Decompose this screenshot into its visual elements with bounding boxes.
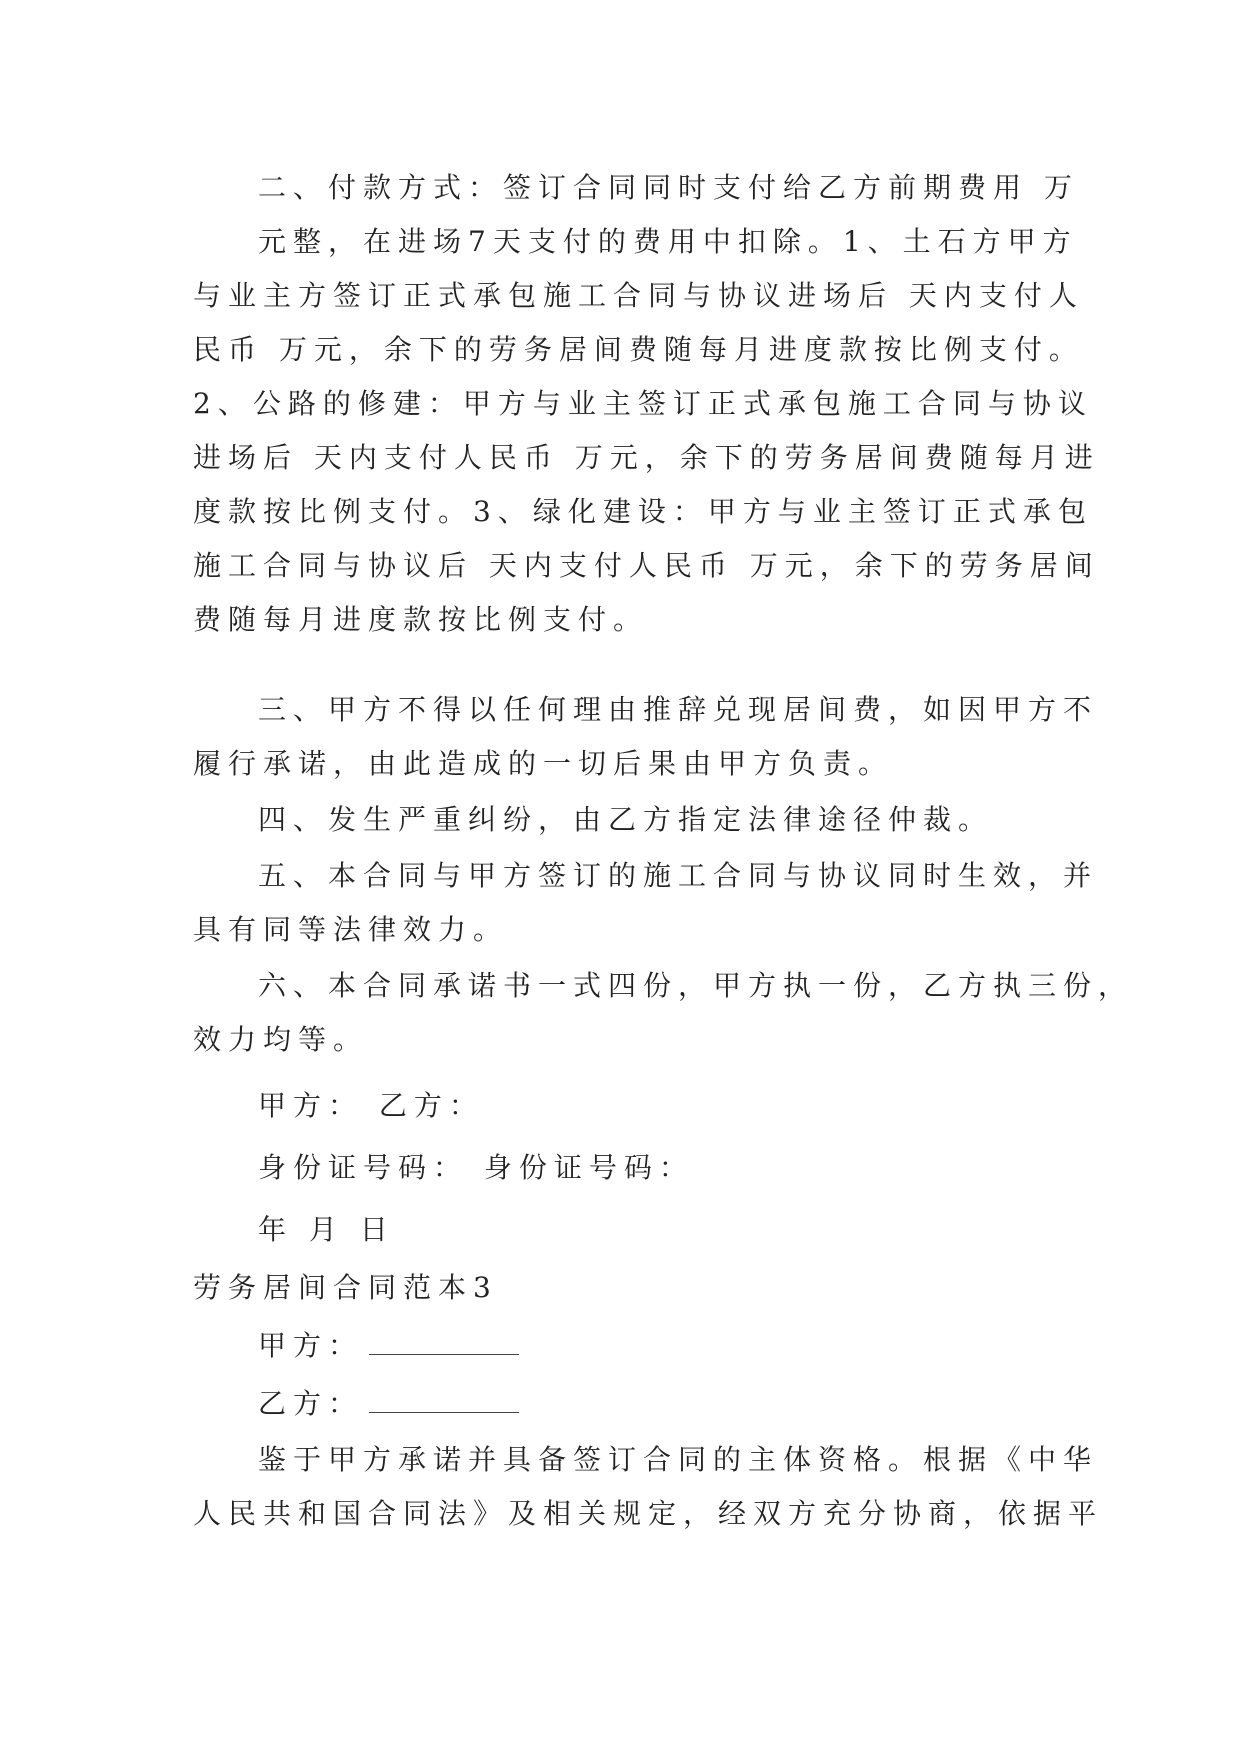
line-4: 民币 万元，余下的劳务居间费随每月进度款按比例支付。 <box>193 333 1084 366</box>
line-18: 人民共和国合同法》及相关规定，经双方充分协商，依据平 <box>193 1497 1104 1530</box>
line-1: 二、付款方式：签订合同同时支付给乙方前期费用 万 <box>258 171 1079 204</box>
line-6: 进场后 天内支付人民币 万元，余下的劳务居间费随每月进 <box>193 441 1100 474</box>
line-5: 2、公路的修建：甲方与业主签订正式承包施工合同与协议 <box>193 387 1093 420</box>
line-13: 五、本合同与甲方签订的施工合同与协议同时生效，并 <box>258 859 1099 892</box>
line-3: 与业主方签订正式承包施工合同与协议进场后 天内支付人 <box>193 279 1084 312</box>
party-a-line <box>258 1326 519 1366</box>
signature-parties: 甲方： 乙方： <box>258 1089 484 1122</box>
line-14: 具有同等法律效力。 <box>193 913 509 946</box>
party-b-blank <box>369 1411 519 1413</box>
signature-id-numbers: 身份证号码： 身份证号码： <box>258 1151 694 1184</box>
line-8: 施工合同与协议后 天内支付人民币 万元，余下的劳务居间 <box>193 549 1100 582</box>
section-title: 劳务居间合同范本3 <box>193 1271 498 1304</box>
party-a-blank <box>369 1353 519 1355</box>
line-17: 鉴于甲方承诺并具备签订合同的主体资格。根据《中华 <box>258 1443 1099 1476</box>
line-16: 效力均等。 <box>193 1023 369 1056</box>
line-7: 度款按比例支付。3、绿化建设：甲方与业主签订正式承包 <box>193 495 1093 528</box>
party-a-label: 甲方： <box>258 1329 364 1362</box>
line-2: 元整，在进场7天支付的费用中扣除。1、土石方甲方 <box>258 225 1078 258</box>
line-11: 履行承诺，由此造成的一切后果由甲方负责。 <box>193 747 894 780</box>
line-15: 六、本合同承诺书一式四份，甲方执一份，乙方执三份， <box>258 969 1134 1002</box>
line-9: 费随每月进度款按比例支付。 <box>193 603 649 636</box>
line-12: 四、发生严重纠纷，由乙方指定法律途径仲裁。 <box>258 803 994 836</box>
signature-date: 年 月 日 <box>258 1213 395 1246</box>
party-b-line <box>258 1384 519 1424</box>
line-10: 三、甲方不得以任何理由推辞兑现居间费，如因甲方不 <box>258 693 1099 726</box>
party-b-label: 乙方： <box>258 1387 364 1420</box>
